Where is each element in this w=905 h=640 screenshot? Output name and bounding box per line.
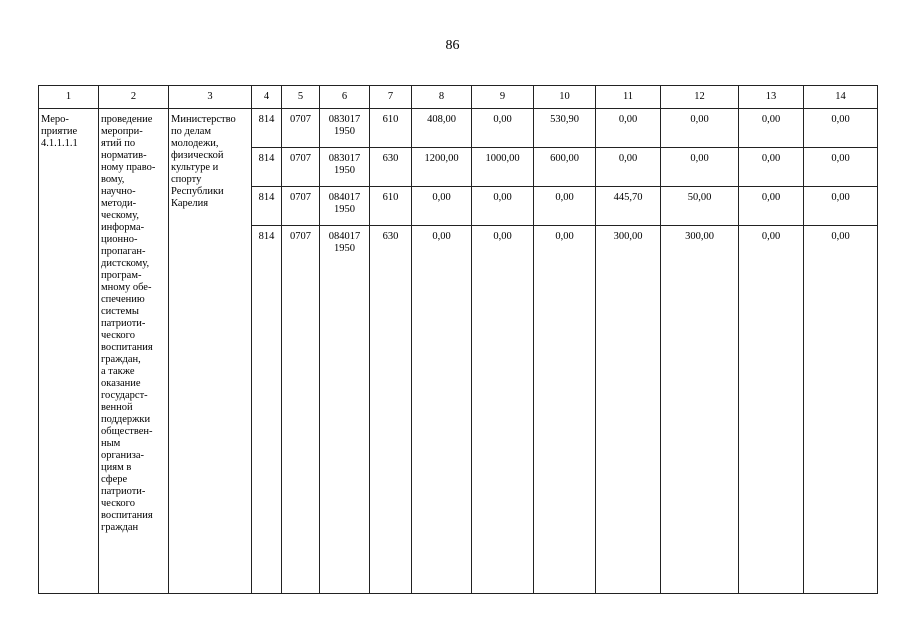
column-header: 11 [596, 86, 661, 109]
value-cell: 300,00 [596, 226, 661, 594]
measure-description: проведение меропри- ятий по норматив- ному право- вому, научно- методи- ческому, информа- ционно- пропаган- дистскому, програм- мному обе- спечению системы патриоти- ческого воспитания граждан, а также оказание государст- венной поддержки обществен- ным организа- циям в сфере патриоти- ческого воспитания граждан [101, 114, 156, 533]
column-header: 13 [739, 86, 804, 109]
value-cell: 408,00 [412, 109, 472, 148]
column-header: 8 [412, 86, 472, 109]
value-cell: 530,90 [534, 109, 596, 148]
csr-value: 084017 1950 [328, 192, 361, 215]
value-cell: 1000,00 [472, 148, 534, 187]
value-cell: 0,00 [472, 226, 534, 594]
vr-cell: 630 [370, 148, 412, 187]
measure-name-cell [39, 109, 99, 594]
rzpr-cell: 0707 [282, 226, 320, 594]
grbs-cell: 814 [252, 226, 282, 594]
value-cell: 445,70 [596, 187, 661, 226]
value-cell: 0,00 [472, 187, 534, 226]
value-cell: 0,00 [804, 148, 878, 187]
column-header: 3 [169, 86, 252, 109]
value-cell: 0,00 [739, 109, 804, 148]
column-header: 4 [252, 86, 282, 109]
csr-cell [320, 109, 370, 148]
value-cell: 0,00 [661, 148, 739, 187]
grbs-cell: 814 [252, 109, 282, 148]
value-cell: 0,00 [596, 148, 661, 187]
csr-cell [320, 226, 370, 594]
value-cell: 0,00 [661, 109, 739, 148]
column-header: 2 [99, 86, 169, 109]
value-cell: 50,00 [661, 187, 739, 226]
rzpr-cell: 0707 [282, 109, 320, 148]
grbs-cell: 814 [252, 148, 282, 187]
table-header-row [39, 86, 878, 109]
column-header: 9 [472, 86, 534, 109]
column-header: 6 [320, 86, 370, 109]
csr-value: 083017 1950 [328, 153, 361, 176]
table-row [39, 109, 878, 148]
csr-cell [320, 187, 370, 226]
column-header: 7 [370, 86, 412, 109]
rzpr-cell: 0707 [282, 187, 320, 226]
csr-cell [320, 148, 370, 187]
csr-value: 084017 1950 [328, 231, 361, 254]
value-cell: 0,00 [804, 109, 878, 148]
column-header: 10 [534, 86, 596, 109]
value-cell: 0,00 [804, 187, 878, 226]
value-cell: 0,00 [596, 109, 661, 148]
measure-description-cell [99, 109, 169, 594]
value-cell: 0,00 [412, 187, 472, 226]
value-cell: 300,00 [661, 226, 739, 594]
csr-value: 083017 1950 [328, 114, 361, 137]
value-cell: 600,00 [534, 148, 596, 187]
value-cell: 0,00 [472, 109, 534, 148]
value-cell: 0,00 [412, 226, 472, 594]
vr-cell: 630 [370, 226, 412, 594]
value-cell: 0,00 [534, 226, 596, 594]
measure-name: Меро- приятие 4.1.1.1.1 [41, 114, 78, 149]
column-header: 12 [661, 86, 739, 109]
value-cell: 0,00 [739, 226, 804, 594]
rzpr-cell: 0707 [282, 148, 320, 187]
value-cell: 0,00 [739, 187, 804, 226]
grbs-cell: 814 [252, 187, 282, 226]
vr-cell: 610 [370, 187, 412, 226]
executor-name: Министерство по делам молодежи, физической культуре и спорту Республики Карелия [171, 114, 236, 209]
vr-cell: 610 [370, 109, 412, 148]
column-header: 5 [282, 86, 320, 109]
value-cell: 0,00 [739, 148, 804, 187]
budget-table [38, 85, 878, 594]
column-header: 1 [39, 86, 99, 109]
executor-cell [169, 109, 252, 594]
page-number: 86 [445, 38, 460, 53]
value-cell: 1200,00 [412, 148, 472, 187]
column-header: 14 [804, 86, 878, 109]
value-cell: 0,00 [534, 187, 596, 226]
value-cell: 0,00 [804, 226, 878, 594]
